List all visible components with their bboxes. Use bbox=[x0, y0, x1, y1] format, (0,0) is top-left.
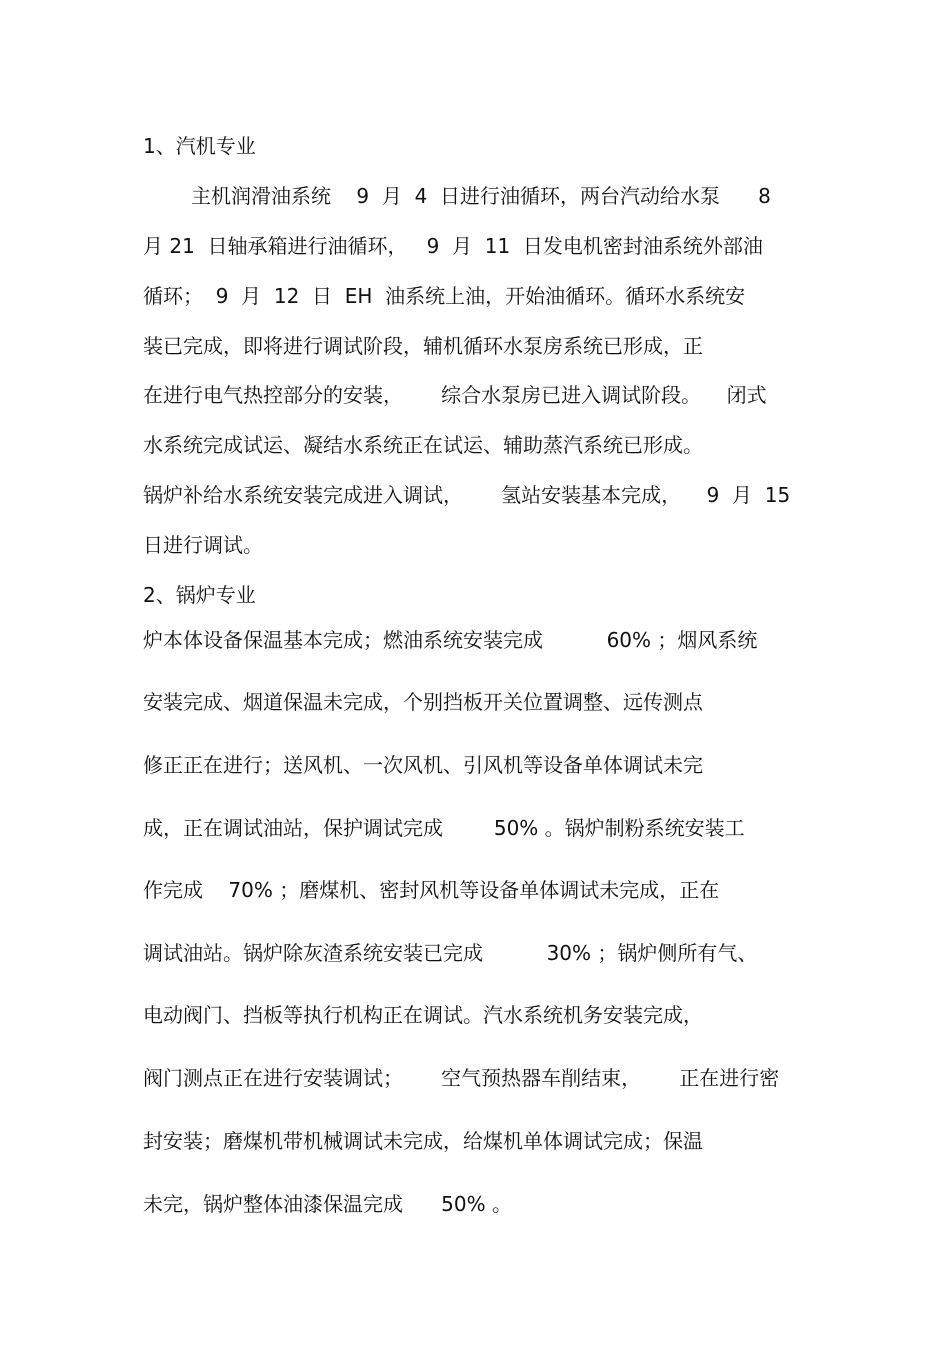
section-2-line-5: 作完成 70% ；磨煤机、密封风机等设备单体调试未完成，正在 bbox=[143, 878, 720, 902]
section-2-line-6: 调试油站。锅炉除灰渣系统安装已完成 30% ；锅炉侧所有气、 bbox=[143, 941, 758, 965]
section-1-line-7: 锅炉补给水系统安装完成进入调试， 氢站安装基本完成， 9 月 15 bbox=[143, 483, 791, 507]
section-1-line-5: 在进行电气热控部分的安装， 综合水泵房已进入调试阶段。 闭式 bbox=[143, 383, 767, 407]
section-2-line-9: 封安装；磨煤机带机械调试未完成，给煤机单体调试完成；保温 bbox=[143, 1129, 703, 1153]
section-2-line-8: 阀门测点正在进行安装调试； 空气预热器车削结束， 正在进行密 bbox=[143, 1066, 780, 1090]
section-1-line-1: 主机润滑油系统 9 月 4 日进行油循环，两台汽动给水泵 8 bbox=[191, 184, 771, 208]
section-2-line-4: 成，正在调试油站，保护调试完成 50% 。锅炉制粉系统安装工 bbox=[143, 816, 745, 840]
section-2-heading: 2、锅炉专业 bbox=[143, 583, 256, 607]
section-2-line-10: 未完，锅炉整体油漆保温完成 50% 。 bbox=[143, 1192, 512, 1216]
section-1-line-8: 日进行调试。 bbox=[143, 533, 263, 557]
section-1-line-3: 循环； 9 月 12 日 EH 油系统上油，开始油循环。循环水系统安 bbox=[143, 284, 746, 308]
section-2-line-3: 修正正在进行；送风机、一次风机、引风机等设备单体调试未完 bbox=[143, 753, 703, 777]
section-1-line-2: 月 21 日轴承箱进行油循环， 9 月 11 日发电机密封油系统外部油 bbox=[143, 234, 763, 258]
section-1-heading: 1、汽机专业 bbox=[143, 134, 256, 158]
section-1-line-6: 水系统完成试运、凝结水系统正在试运、辅助蒸汽系统已形成。 bbox=[143, 433, 703, 457]
section-1-line-4: 装已完成，即将进行调试阶段，辅机循环水泵房系统已形成，正 bbox=[143, 334, 703, 358]
section-2-line-2: 安装完成、烟道保温未完成，个别挡板开关位置调整、远传测点 bbox=[143, 690, 703, 714]
section-2-line-1: 炉本体设备保温基本完成；燃油系统安装完成 60% ；烟风系统 bbox=[143, 628, 758, 652]
section-2-line-7: 电动阀门、挡板等执行机构正在调试。汽水系统机务安装完成， bbox=[143, 1003, 703, 1027]
